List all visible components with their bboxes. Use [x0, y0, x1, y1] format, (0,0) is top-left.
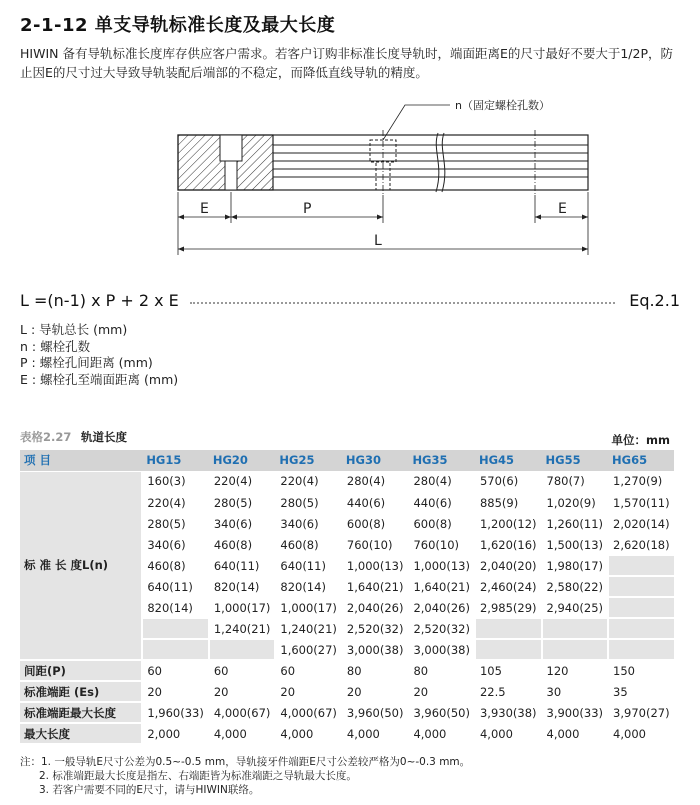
table-cell: 440(6): [408, 492, 475, 513]
table-cell: 20: [142, 681, 209, 702]
dim-l-label: L: [374, 233, 382, 249]
table-cell: 20: [342, 681, 409, 702]
table-cell: 3,960(50): [342, 702, 409, 723]
table-cell: 1,960(33): [142, 702, 209, 723]
table-cell: 2,520(32): [408, 618, 475, 639]
table-cell: 4,000(67): [275, 702, 342, 723]
table-row: [20, 660, 674, 681]
callout-leader: [383, 98, 550, 140]
header-model: HG45: [475, 450, 542, 471]
table-cell: 4,000: [342, 723, 409, 744]
table-cell: 2,040(26): [408, 597, 475, 618]
table-cell: 820(14): [275, 576, 342, 597]
callout-label: n（固定螺栓孔数）: [455, 99, 550, 112]
table-cell: [608, 597, 674, 618]
table-cell: 600(8): [408, 513, 475, 534]
table-title: 轨道长度: [81, 430, 128, 444]
table-cell: 1,600(27): [275, 639, 342, 660]
table-cell: 1,640(21): [408, 576, 475, 597]
table-cell: 1,000(17): [275, 597, 342, 618]
table-cell: 2,040(26): [342, 597, 409, 618]
table-cell: 20: [275, 681, 342, 702]
table-cell: 640(11): [142, 576, 209, 597]
table-cell: [608, 618, 674, 639]
table-cell: 1,240(21): [209, 618, 276, 639]
table-cell: 80: [408, 660, 475, 681]
table-cell: 60: [209, 660, 276, 681]
table-caption: [20, 429, 127, 445]
formula-leader-dots: [190, 302, 615, 304]
table-notes: [20, 755, 470, 797]
table-row: [20, 681, 674, 702]
table-cell: [475, 618, 542, 639]
rail-drawing: [160, 95, 600, 265]
table-cell: 2,985(29): [475, 597, 542, 618]
table-cell: 22.5: [475, 681, 542, 702]
header-model: HG15: [142, 450, 209, 471]
table-cell: 280(4): [342, 471, 409, 492]
header-model: HG35: [408, 450, 475, 471]
table-cell: 4,000(67): [209, 702, 276, 723]
table-cell: 2,580(22): [542, 576, 609, 597]
table-cell: 280(4): [408, 471, 475, 492]
legend-item: L : 导轨总长 (mm): [20, 322, 128, 337]
table-cell: [542, 639, 609, 660]
dimension-lines: [178, 192, 588, 255]
table-cell: [542, 618, 609, 639]
table-cell: 885(9): [475, 492, 542, 513]
table-cell: 2,940(25): [542, 597, 609, 618]
table-row: [20, 702, 674, 723]
table-cell: 80: [342, 660, 409, 681]
table-cell: 4,000: [209, 723, 276, 744]
table-cell: 2,020(14): [608, 513, 674, 534]
table-cell: 2,040(20): [475, 555, 542, 576]
table-cell: [142, 618, 209, 639]
legend-item: E : 螺栓孔至端面距离 (mm): [20, 371, 179, 387]
table-cell: 280(5): [275, 492, 342, 513]
note-item: 注：1. 一般导轨E尺寸公差为0.5~-0.5 mm，导轨接牙件端距E尺寸公差较严格为0~-0.3 mm。: [20, 756, 471, 768]
symbol-legend: [20, 322, 178, 388]
table-cell: 280(5): [142, 513, 209, 534]
row-label: 标准端距 (Es): [20, 681, 142, 702]
table-cell: 340(6): [142, 534, 209, 555]
intro-paragraph: HIWIN 备有导轨标准长度库存供应客户需求。若客户订购非标准长度导轨时，端面距离E的尺寸最好不要大于1/2P，防止因E的尺寸过大导致导轨装配后端部的不稳定，而降低直线导轨的精度。: [20, 46, 674, 80]
table-cell: 1,570(11): [608, 492, 674, 513]
table-cell: 4,000: [475, 723, 542, 744]
table-cell: 1,260(11): [542, 513, 609, 534]
note-item: 3. 若客户需要不同的E尺寸，请与HIWIN联络。: [39, 784, 260, 796]
table-cell: 1,620(16): [475, 534, 542, 555]
legend-item: n : 螺栓孔数: [20, 338, 91, 354]
table-cell: 35: [608, 681, 674, 702]
table-cell: 3,900(33): [542, 702, 609, 723]
table-cell: 3,000(38): [408, 639, 475, 660]
table-cell: [209, 639, 276, 660]
table-cell: 1,640(21): [342, 576, 409, 597]
table-cell: 1,000(13): [342, 555, 409, 576]
header-item: 项目: [20, 450, 142, 471]
header-model: HG20: [209, 450, 276, 471]
table-cell: 280(5): [209, 492, 276, 513]
table-cell: [142, 639, 209, 660]
table-cell: 2,000: [142, 723, 209, 744]
table-cell: 20: [408, 681, 475, 702]
table-cell: 20: [209, 681, 276, 702]
table-body: [20, 471, 674, 744]
table-cell: 1,000(17): [209, 597, 276, 618]
table-cell: 640(11): [209, 555, 276, 576]
header-model: HG25: [275, 450, 342, 471]
dim-e-left-label: E: [200, 201, 209, 217]
row-label: 最大长度: [20, 723, 142, 744]
rail-length-table: [20, 450, 674, 745]
table-cell: 2,460(24): [475, 576, 542, 597]
dim-p-label: P: [303, 201, 312, 217]
table-cell: 780(7): [542, 471, 609, 492]
table-cell: 3,970(27): [608, 702, 674, 723]
table-cell: 640(11): [275, 555, 342, 576]
table-cell: 1,270(9): [608, 471, 674, 492]
table-cell: 220(4): [275, 471, 342, 492]
table-cell: 760(10): [408, 534, 475, 555]
table-header-row: [20, 450, 674, 471]
header-model: HG30: [342, 450, 409, 471]
table-cell: 820(14): [209, 576, 276, 597]
table-cell: 340(6): [275, 513, 342, 534]
table-cell: 60: [142, 660, 209, 681]
formula-text: L =(n-1) x P + 2 x E: [20, 291, 185, 310]
table-cell: 2,520(32): [342, 618, 409, 639]
row-label-standard-length: 标 准 长 度L(n): [20, 471, 142, 660]
table-cell: 3,960(50): [408, 702, 475, 723]
equation-number: Eq.2.1: [623, 291, 680, 310]
legend-item: P : 螺栓孔间距离 (mm): [20, 355, 153, 370]
table-cell: 220(4): [209, 471, 276, 492]
table-cell: 600(8): [342, 513, 409, 534]
row-label: 标准端距最大长度: [20, 702, 142, 723]
table-cell: [475, 639, 542, 660]
table-cell: [608, 555, 674, 576]
table-cell: 3,000(38): [342, 639, 409, 660]
table-cell: 4,000: [275, 723, 342, 744]
section-heading: 2-1-12 单支导轨标准长度及最大长度: [20, 15, 336, 36]
table-cell: 4,000: [542, 723, 609, 744]
table-number: 表格2.27: [20, 430, 72, 444]
table-cell: 4,000: [608, 723, 674, 744]
table-cell: 340(6): [209, 513, 276, 534]
table-cell: 220(4): [142, 492, 209, 513]
table-cell: 820(14): [142, 597, 209, 618]
table-cell: 1,980(17): [542, 555, 609, 576]
table-cell: 2,620(18): [608, 534, 674, 555]
table-cell: 570(6): [475, 471, 542, 492]
table-cell: 120: [542, 660, 609, 681]
header-model: HG65: [608, 450, 674, 471]
table-cell: 160(3): [142, 471, 209, 492]
table-cell: 1,200(12): [475, 513, 542, 534]
table-cell: [608, 639, 674, 660]
table-cell: [608, 576, 674, 597]
row-label: 间距(P): [20, 660, 142, 681]
table-cell: 105: [475, 660, 542, 681]
table-cell: 30: [542, 681, 609, 702]
table-row: [20, 723, 674, 744]
table-cell: 460(8): [209, 534, 276, 555]
dim-e-right-label: E: [558, 201, 567, 217]
table-cell: 440(6): [342, 492, 409, 513]
header-model: HG55: [542, 450, 609, 471]
table-cell: 4,000: [408, 723, 475, 744]
note-item: 2. 标准端距最大长度是指左、右端距皆为标准端距之导轨最大长度。: [39, 770, 357, 782]
table-cell: 460(8): [142, 555, 209, 576]
unit-label: 单位：mm: [611, 433, 670, 447]
table-cell: 60: [275, 660, 342, 681]
table-cell: 150: [608, 660, 674, 681]
table-cell: 760(10): [342, 534, 409, 555]
length-formula: [20, 291, 680, 313]
table-cell: 3,930(38): [475, 702, 542, 723]
table-cell: 460(8): [275, 534, 342, 555]
table-cell: 1,020(9): [542, 492, 609, 513]
table-cell: 1,500(13): [542, 534, 609, 555]
table-row: [20, 471, 674, 492]
table-cell: 1,000(13): [408, 555, 475, 576]
table-cell: 1,240(21): [275, 618, 342, 639]
